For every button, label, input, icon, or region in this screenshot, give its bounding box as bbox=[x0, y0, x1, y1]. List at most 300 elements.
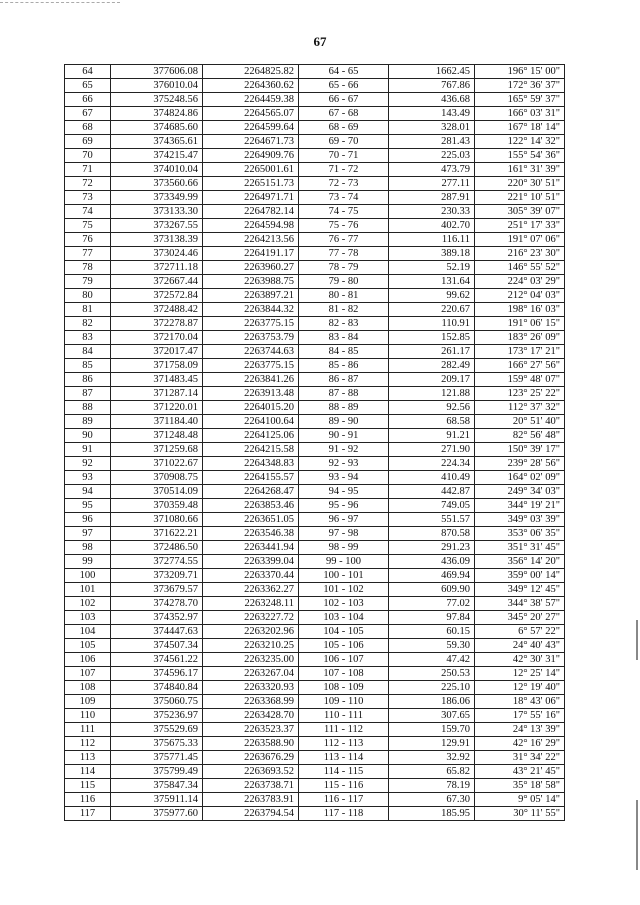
table-row bbox=[65, 233, 565, 247]
y-coordinate-cell: 2263844.32 bbox=[203, 303, 299, 317]
coordinates-table bbox=[64, 64, 565, 821]
table-row bbox=[65, 779, 565, 793]
x-coordinate-cell: 372711.18 bbox=[111, 261, 203, 275]
x-coordinate-cell: 375847.34 bbox=[111, 779, 203, 793]
x-coordinate-cell: 371483.45 bbox=[111, 373, 203, 387]
y-coordinate-cell: 2263794.54 bbox=[203, 807, 299, 821]
x-coordinate-cell: 374561.22 bbox=[111, 653, 203, 667]
point-number-cell: 77 bbox=[65, 247, 111, 261]
segment-cell: 84 - 85 bbox=[299, 345, 389, 359]
table-row bbox=[65, 723, 565, 737]
table-row bbox=[65, 569, 565, 583]
length-cell: 551.57 bbox=[389, 513, 475, 527]
x-coordinate-cell: 374447.63 bbox=[111, 625, 203, 639]
scan-margin-mark bbox=[636, 800, 638, 870]
x-coordinate-cell: 374840.84 bbox=[111, 681, 203, 695]
x-coordinate-cell: 370359.48 bbox=[111, 499, 203, 513]
table-row bbox=[65, 247, 565, 261]
segment-cell: 96 - 97 bbox=[299, 513, 389, 527]
y-coordinate-cell: 2263676.29 bbox=[203, 751, 299, 765]
x-coordinate-cell: 372486.50 bbox=[111, 541, 203, 555]
segment-cell: 116 - 117 bbox=[299, 793, 389, 807]
y-coordinate-cell: 2264191.17 bbox=[203, 247, 299, 261]
segment-cell: 108 - 109 bbox=[299, 681, 389, 695]
x-coordinate-cell: 373138.39 bbox=[111, 233, 203, 247]
length-cell: 52.19 bbox=[389, 261, 475, 275]
y-coordinate-cell: 2263368.99 bbox=[203, 695, 299, 709]
y-coordinate-cell: 2263370.44 bbox=[203, 569, 299, 583]
x-coordinate-cell: 374215.47 bbox=[111, 149, 203, 163]
y-coordinate-cell: 2263753.79 bbox=[203, 331, 299, 345]
table-row bbox=[65, 457, 565, 471]
y-coordinate-cell: 2263210.25 bbox=[203, 639, 299, 653]
length-cell: 59.30 bbox=[389, 639, 475, 653]
segment-cell: 103 - 104 bbox=[299, 611, 389, 625]
segment-cell: 104 - 105 bbox=[299, 625, 389, 639]
x-coordinate-cell: 375799.49 bbox=[111, 765, 203, 779]
direction-angle-cell: 43° 21' 45" bbox=[475, 765, 565, 779]
x-coordinate-cell: 374365.61 bbox=[111, 135, 203, 149]
table-row bbox=[65, 709, 565, 723]
x-coordinate-cell: 372667.44 bbox=[111, 275, 203, 289]
direction-angle-cell: 123° 25' 22" bbox=[475, 387, 565, 401]
table-row bbox=[65, 527, 565, 541]
length-cell: 271.90 bbox=[389, 443, 475, 457]
point-number-cell: 89 bbox=[65, 415, 111, 429]
point-number-cell: 115 bbox=[65, 779, 111, 793]
y-coordinate-cell: 2264825.82 bbox=[203, 65, 299, 79]
length-cell: 225.03 bbox=[389, 149, 475, 163]
segment-cell: 67 - 68 bbox=[299, 107, 389, 121]
segment-cell: 73 - 74 bbox=[299, 191, 389, 205]
length-cell: 68.58 bbox=[389, 415, 475, 429]
segment-cell: 93 - 94 bbox=[299, 471, 389, 485]
table-row bbox=[65, 555, 565, 569]
table-row bbox=[65, 737, 565, 751]
direction-angle-cell: 150° 39' 17" bbox=[475, 443, 565, 457]
table-row bbox=[65, 79, 565, 93]
direction-angle-cell: 9° 05' 14" bbox=[475, 793, 565, 807]
table-row bbox=[65, 471, 565, 485]
table-row bbox=[65, 583, 565, 597]
length-cell: 110.91 bbox=[389, 317, 475, 331]
x-coordinate-cell: 372572.84 bbox=[111, 289, 203, 303]
y-coordinate-cell: 2264360.62 bbox=[203, 79, 299, 93]
length-cell: 47.42 bbox=[389, 653, 475, 667]
y-coordinate-cell: 2264909.76 bbox=[203, 149, 299, 163]
point-number-cell: 81 bbox=[65, 303, 111, 317]
length-cell: 287.91 bbox=[389, 191, 475, 205]
point-number-cell: 112 bbox=[65, 737, 111, 751]
length-cell: 159.70 bbox=[389, 723, 475, 737]
y-coordinate-cell: 2263841.26 bbox=[203, 373, 299, 387]
point-number-cell: 100 bbox=[65, 569, 111, 583]
segment-cell: 111 - 112 bbox=[299, 723, 389, 737]
top-scan-rule bbox=[0, 2, 120, 3]
table-row bbox=[65, 597, 565, 611]
x-coordinate-cell: 374507.34 bbox=[111, 639, 203, 653]
point-number-cell: 79 bbox=[65, 275, 111, 289]
segment-cell: 105 - 106 bbox=[299, 639, 389, 653]
table-row bbox=[65, 807, 565, 821]
length-cell: 91.21 bbox=[389, 429, 475, 443]
direction-angle-cell: 31° 34' 22" bbox=[475, 751, 565, 765]
direction-angle-cell: 166° 27' 56" bbox=[475, 359, 565, 373]
x-coordinate-cell: 373209.71 bbox=[111, 569, 203, 583]
direction-angle-cell: 196° 15' 00" bbox=[475, 65, 565, 79]
direction-angle-cell: 164° 02' 09" bbox=[475, 471, 565, 485]
x-coordinate-cell: 374010.04 bbox=[111, 163, 203, 177]
length-cell: 209.17 bbox=[389, 373, 475, 387]
table-row bbox=[65, 793, 565, 807]
length-cell: 402.70 bbox=[389, 219, 475, 233]
table-row bbox=[65, 415, 565, 429]
x-coordinate-cell: 373349.99 bbox=[111, 191, 203, 205]
x-coordinate-cell: 375529.69 bbox=[111, 723, 203, 737]
length-cell: 291.23 bbox=[389, 541, 475, 555]
direction-angle-cell: 198° 16' 03" bbox=[475, 303, 565, 317]
length-cell: 473.79 bbox=[389, 163, 475, 177]
length-cell: 749.05 bbox=[389, 499, 475, 513]
segment-cell: 110 - 111 bbox=[299, 709, 389, 723]
table-row bbox=[65, 149, 565, 163]
segment-cell: 85 - 86 bbox=[299, 359, 389, 373]
y-coordinate-cell: 2264213.56 bbox=[203, 233, 299, 247]
direction-angle-cell: 344° 19' 21" bbox=[475, 499, 565, 513]
x-coordinate-cell: 377606.08 bbox=[111, 65, 203, 79]
y-coordinate-cell: 2264459.38 bbox=[203, 93, 299, 107]
length-cell: 261.17 bbox=[389, 345, 475, 359]
point-number-cell: 70 bbox=[65, 149, 111, 163]
point-number-cell: 85 bbox=[65, 359, 111, 373]
y-coordinate-cell: 2263546.38 bbox=[203, 527, 299, 541]
x-coordinate-cell: 374685.60 bbox=[111, 121, 203, 135]
direction-angle-cell: 224° 03' 29" bbox=[475, 275, 565, 289]
segment-cell: 81 - 82 bbox=[299, 303, 389, 317]
table-row bbox=[65, 765, 565, 779]
point-number-cell: 76 bbox=[65, 233, 111, 247]
y-coordinate-cell: 2263267.04 bbox=[203, 667, 299, 681]
segment-cell: 106 - 107 bbox=[299, 653, 389, 667]
direction-angle-cell: 220° 30' 51" bbox=[475, 177, 565, 191]
point-number-cell: 80 bbox=[65, 289, 111, 303]
segment-cell: 83 - 84 bbox=[299, 331, 389, 345]
direction-angle-cell: 166° 03' 31" bbox=[475, 107, 565, 121]
direction-angle-cell: 251° 17' 33" bbox=[475, 219, 565, 233]
table-row bbox=[65, 681, 565, 695]
table-row bbox=[65, 303, 565, 317]
length-cell: 328.01 bbox=[389, 121, 475, 135]
length-cell: 99.62 bbox=[389, 289, 475, 303]
segment-cell: 66 - 67 bbox=[299, 93, 389, 107]
x-coordinate-cell: 374352.97 bbox=[111, 611, 203, 625]
direction-angle-cell: 349° 03' 39" bbox=[475, 513, 565, 527]
point-number-cell: 67 bbox=[65, 107, 111, 121]
direction-angle-cell: 305° 39' 07" bbox=[475, 205, 565, 219]
x-coordinate-cell: 371022.67 bbox=[111, 457, 203, 471]
segment-cell: 107 - 108 bbox=[299, 667, 389, 681]
point-number-cell: 98 bbox=[65, 541, 111, 555]
point-number-cell: 103 bbox=[65, 611, 111, 625]
length-cell: 1662.45 bbox=[389, 65, 475, 79]
point-number-cell: 113 bbox=[65, 751, 111, 765]
y-coordinate-cell: 2264155.57 bbox=[203, 471, 299, 485]
table-row bbox=[65, 191, 565, 205]
direction-angle-cell: 183° 26' 09" bbox=[475, 331, 565, 345]
segment-cell: 75 - 76 bbox=[299, 219, 389, 233]
table-row bbox=[65, 401, 565, 415]
x-coordinate-cell: 371622.21 bbox=[111, 527, 203, 541]
direction-angle-cell: 35° 18' 58" bbox=[475, 779, 565, 793]
direction-angle-cell: 345° 20' 27" bbox=[475, 611, 565, 625]
segment-cell: 69 - 70 bbox=[299, 135, 389, 149]
length-cell: 65.82 bbox=[389, 765, 475, 779]
segment-cell: 71 - 72 bbox=[299, 163, 389, 177]
x-coordinate-cell: 374278.70 bbox=[111, 597, 203, 611]
direction-angle-cell: 42° 30' 31" bbox=[475, 653, 565, 667]
y-coordinate-cell: 2263235.00 bbox=[203, 653, 299, 667]
table-row bbox=[65, 289, 565, 303]
segment-cell: 92 - 93 bbox=[299, 457, 389, 471]
segment-cell: 80 - 81 bbox=[299, 289, 389, 303]
direction-angle-cell: 165° 59' 37" bbox=[475, 93, 565, 107]
length-cell: 442.87 bbox=[389, 485, 475, 499]
x-coordinate-cell: 375911.14 bbox=[111, 793, 203, 807]
table-row bbox=[65, 695, 565, 709]
y-coordinate-cell: 2264565.07 bbox=[203, 107, 299, 121]
segment-cell: 91 - 92 bbox=[299, 443, 389, 457]
table-row bbox=[65, 121, 565, 135]
x-coordinate-cell: 375675.33 bbox=[111, 737, 203, 751]
y-coordinate-cell: 2263362.27 bbox=[203, 583, 299, 597]
table-row bbox=[65, 499, 565, 513]
x-coordinate-cell: 373133.30 bbox=[111, 205, 203, 219]
point-number-cell: 104 bbox=[65, 625, 111, 639]
segment-cell: 87 - 88 bbox=[299, 387, 389, 401]
table-row bbox=[65, 135, 565, 149]
point-number-cell: 108 bbox=[65, 681, 111, 695]
x-coordinate-cell: 372278.87 bbox=[111, 317, 203, 331]
y-coordinate-cell: 2263744.63 bbox=[203, 345, 299, 359]
segment-cell: 97 - 98 bbox=[299, 527, 389, 541]
direction-angle-cell: 239° 28' 56" bbox=[475, 457, 565, 471]
segment-cell: 99 - 100 bbox=[299, 555, 389, 569]
length-cell: 436.09 bbox=[389, 555, 475, 569]
x-coordinate-cell: 375060.75 bbox=[111, 695, 203, 709]
x-coordinate-cell: 374596.17 bbox=[111, 667, 203, 681]
point-number-cell: 92 bbox=[65, 457, 111, 471]
table-row bbox=[65, 107, 565, 121]
point-number-cell: 84 bbox=[65, 345, 111, 359]
y-coordinate-cell: 2263960.27 bbox=[203, 261, 299, 275]
segment-cell: 115 - 116 bbox=[299, 779, 389, 793]
point-number-cell: 87 bbox=[65, 387, 111, 401]
y-coordinate-cell: 2264215.58 bbox=[203, 443, 299, 457]
length-cell: 609.90 bbox=[389, 583, 475, 597]
direction-angle-cell: 216° 23' 30" bbox=[475, 247, 565, 261]
table-row bbox=[65, 93, 565, 107]
y-coordinate-cell: 2263783.91 bbox=[203, 793, 299, 807]
page-number: 67 bbox=[313, 34, 327, 49]
x-coordinate-cell: 373024.46 bbox=[111, 247, 203, 261]
length-cell: 186.06 bbox=[389, 695, 475, 709]
segment-cell: 112 - 113 bbox=[299, 737, 389, 751]
y-coordinate-cell: 2263248.11 bbox=[203, 597, 299, 611]
x-coordinate-cell: 376010.04 bbox=[111, 79, 203, 93]
y-coordinate-cell: 2264268.47 bbox=[203, 485, 299, 499]
y-coordinate-cell: 2263202.96 bbox=[203, 625, 299, 639]
y-coordinate-cell: 2263523.37 bbox=[203, 723, 299, 737]
point-number-cell: 96 bbox=[65, 513, 111, 527]
length-cell: 77.02 bbox=[389, 597, 475, 611]
x-coordinate-cell: 373267.55 bbox=[111, 219, 203, 233]
segment-cell: 98 - 99 bbox=[299, 541, 389, 555]
segment-cell: 95 - 96 bbox=[299, 499, 389, 513]
table-row bbox=[65, 219, 565, 233]
point-number-cell: 74 bbox=[65, 205, 111, 219]
direction-angle-cell: 12° 19' 40" bbox=[475, 681, 565, 695]
table-row bbox=[65, 513, 565, 527]
point-number-cell: 106 bbox=[65, 653, 111, 667]
y-coordinate-cell: 2264015.20 bbox=[203, 401, 299, 415]
length-cell: 277.11 bbox=[389, 177, 475, 191]
point-number-cell: 82 bbox=[65, 317, 111, 331]
point-number-cell: 109 bbox=[65, 695, 111, 709]
length-cell: 131.64 bbox=[389, 275, 475, 289]
table-row bbox=[65, 625, 565, 639]
length-cell: 282.49 bbox=[389, 359, 475, 373]
y-coordinate-cell: 2264782.14 bbox=[203, 205, 299, 219]
table-row bbox=[65, 611, 565, 625]
length-cell: 129.91 bbox=[389, 737, 475, 751]
x-coordinate-cell: 373679.57 bbox=[111, 583, 203, 597]
table-row bbox=[65, 65, 565, 79]
table-row bbox=[65, 177, 565, 191]
y-coordinate-cell: 2264671.73 bbox=[203, 135, 299, 149]
direction-angle-cell: 172° 36' 37" bbox=[475, 79, 565, 93]
direction-angle-cell: 344° 38' 57" bbox=[475, 597, 565, 611]
y-coordinate-cell: 2264594.98 bbox=[203, 219, 299, 233]
segment-cell: 68 - 69 bbox=[299, 121, 389, 135]
segment-cell: 77 - 78 bbox=[299, 247, 389, 261]
direction-angle-cell: 173° 17' 21" bbox=[475, 345, 565, 359]
length-cell: 32.92 bbox=[389, 751, 475, 765]
length-cell: 307.65 bbox=[389, 709, 475, 723]
table-row bbox=[65, 317, 565, 331]
y-coordinate-cell: 2263693.52 bbox=[203, 765, 299, 779]
direction-angle-cell: 42° 16' 29" bbox=[475, 737, 565, 751]
table-row bbox=[65, 345, 565, 359]
direction-angle-cell: 155° 54' 36" bbox=[475, 149, 565, 163]
point-number-cell: 86 bbox=[65, 373, 111, 387]
direction-angle-cell: 167° 18' 14" bbox=[475, 121, 565, 135]
length-cell: 250.53 bbox=[389, 667, 475, 681]
length-cell: 436.68 bbox=[389, 93, 475, 107]
table-row bbox=[65, 275, 565, 289]
y-coordinate-cell: 2263913.48 bbox=[203, 387, 299, 401]
point-number-cell: 116 bbox=[65, 793, 111, 807]
y-coordinate-cell: 2264125.06 bbox=[203, 429, 299, 443]
x-coordinate-cell: 372774.55 bbox=[111, 555, 203, 569]
length-cell: 220.67 bbox=[389, 303, 475, 317]
table-row bbox=[65, 667, 565, 681]
length-cell: 767.86 bbox=[389, 79, 475, 93]
point-number-cell: 105 bbox=[65, 639, 111, 653]
direction-angle-cell: 82° 56' 48" bbox=[475, 429, 565, 443]
segment-cell: 100 - 101 bbox=[299, 569, 389, 583]
direction-angle-cell: 159° 48' 07" bbox=[475, 373, 565, 387]
table-row bbox=[65, 653, 565, 667]
direction-angle-cell: 17° 55' 16" bbox=[475, 709, 565, 723]
segment-cell: 86 - 87 bbox=[299, 373, 389, 387]
point-number-cell: 83 bbox=[65, 331, 111, 345]
point-number-cell: 71 bbox=[65, 163, 111, 177]
segment-cell: 102 - 103 bbox=[299, 597, 389, 611]
y-coordinate-cell: 2265001.61 bbox=[203, 163, 299, 177]
y-coordinate-cell: 2263853.46 bbox=[203, 499, 299, 513]
direction-angle-cell: 212° 04' 03" bbox=[475, 289, 565, 303]
length-cell: 78.19 bbox=[389, 779, 475, 793]
y-coordinate-cell: 2263588.90 bbox=[203, 737, 299, 751]
point-number-cell: 78 bbox=[65, 261, 111, 275]
point-number-cell: 65 bbox=[65, 79, 111, 93]
direction-angle-cell: 146° 55' 52" bbox=[475, 261, 565, 275]
point-number-cell: 68 bbox=[65, 121, 111, 135]
point-number-cell: 102 bbox=[65, 597, 111, 611]
segment-cell: 90 - 91 bbox=[299, 429, 389, 443]
table-row bbox=[65, 163, 565, 177]
x-coordinate-cell: 374824.86 bbox=[111, 107, 203, 121]
x-coordinate-cell: 372017.47 bbox=[111, 345, 203, 359]
y-coordinate-cell: 2265151.73 bbox=[203, 177, 299, 191]
table-row bbox=[65, 429, 565, 443]
segment-cell: 78 - 79 bbox=[299, 261, 389, 275]
x-coordinate-cell: 375236.97 bbox=[111, 709, 203, 723]
point-number-cell: 73 bbox=[65, 191, 111, 205]
segment-cell: 65 - 66 bbox=[299, 79, 389, 93]
direction-angle-cell: 112° 37' 32" bbox=[475, 401, 565, 415]
direction-angle-cell: 349° 12' 45" bbox=[475, 583, 565, 597]
y-coordinate-cell: 2264971.71 bbox=[203, 191, 299, 205]
y-coordinate-cell: 2263651.05 bbox=[203, 513, 299, 527]
length-cell: 185.95 bbox=[389, 807, 475, 821]
x-coordinate-cell: 371248.48 bbox=[111, 429, 203, 443]
x-coordinate-cell: 371220.01 bbox=[111, 401, 203, 415]
table-row bbox=[65, 485, 565, 499]
length-cell: 410.49 bbox=[389, 471, 475, 485]
point-number-cell: 90 bbox=[65, 429, 111, 443]
y-coordinate-cell: 2263320.93 bbox=[203, 681, 299, 695]
y-coordinate-cell: 2263227.72 bbox=[203, 611, 299, 625]
direction-angle-cell: 6° 57' 22" bbox=[475, 625, 565, 639]
x-coordinate-cell: 370514.09 bbox=[111, 485, 203, 499]
segment-cell: 76 - 77 bbox=[299, 233, 389, 247]
length-cell: 389.18 bbox=[389, 247, 475, 261]
point-number-cell: 107 bbox=[65, 667, 111, 681]
x-coordinate-cell: 371080.66 bbox=[111, 513, 203, 527]
x-coordinate-cell: 371259.68 bbox=[111, 443, 203, 457]
length-cell: 121.88 bbox=[389, 387, 475, 401]
segment-cell: 72 - 73 bbox=[299, 177, 389, 191]
direction-angle-cell: 30° 11' 55" bbox=[475, 807, 565, 821]
direction-angle-cell: 12° 25' 14" bbox=[475, 667, 565, 681]
direction-angle-cell: 191° 07' 06" bbox=[475, 233, 565, 247]
length-cell: 143.49 bbox=[389, 107, 475, 121]
direction-angle-cell: 249° 34' 03" bbox=[475, 485, 565, 499]
point-number-cell: 66 bbox=[65, 93, 111, 107]
x-coordinate-cell: 372170.04 bbox=[111, 331, 203, 345]
y-coordinate-cell: 2263988.75 bbox=[203, 275, 299, 289]
